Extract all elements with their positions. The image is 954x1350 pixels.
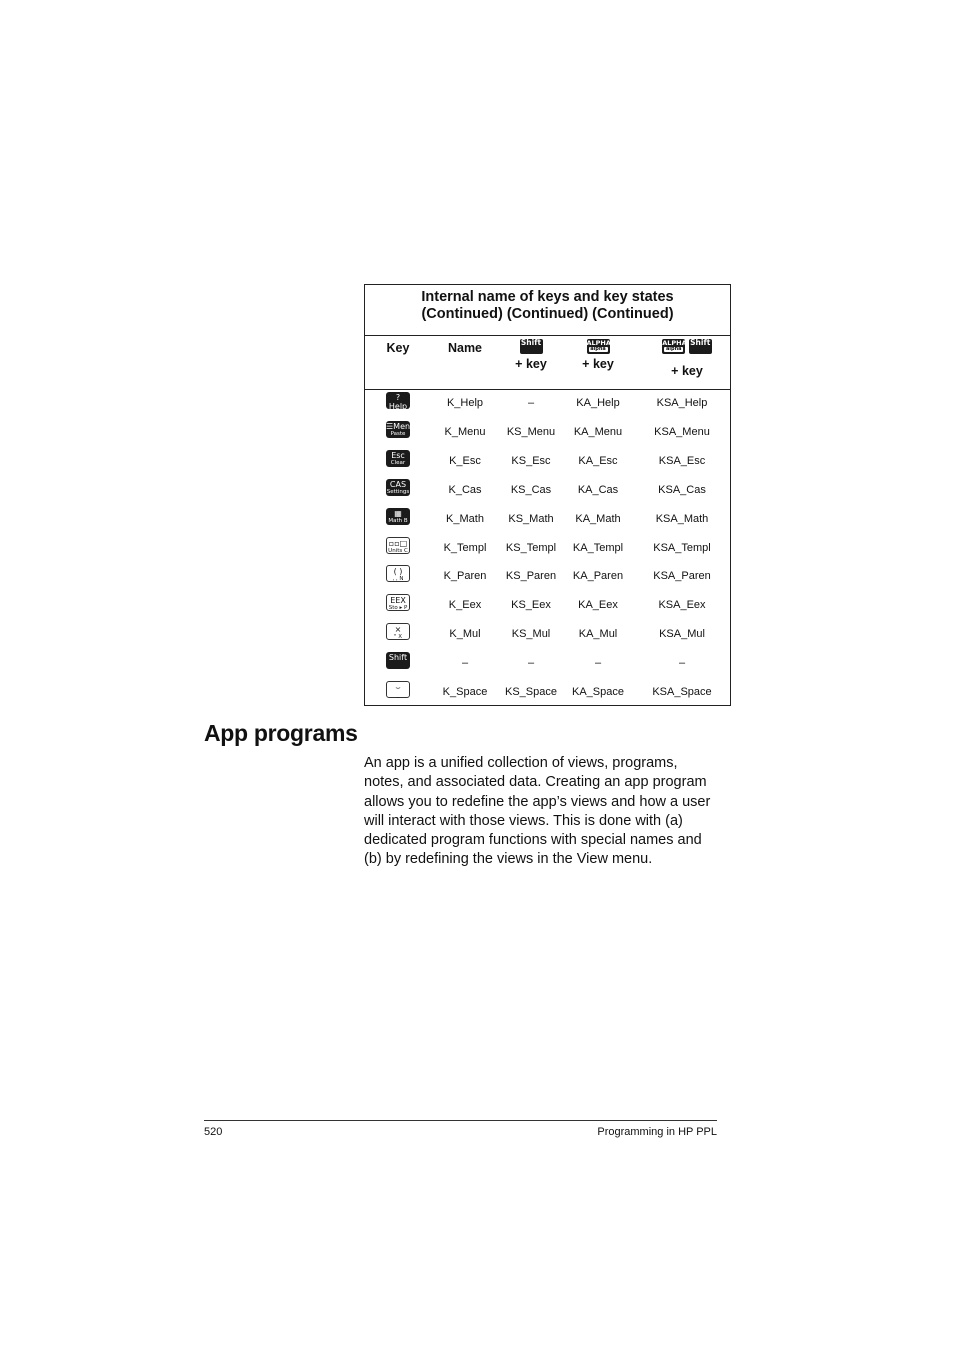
- key-names-table: [364, 284, 731, 706]
- eex-key-icon: EEX Sto ▸ P: [386, 594, 410, 611]
- cell-shift: KS_Eex: [511, 599, 551, 612]
- cell-alpha: KA_Help: [576, 397, 620, 409]
- cell-shift: –: [527, 397, 535, 409]
- cell-shift: KS_Menu: [506, 425, 556, 438]
- cell-alpha: KA_Cas: [577, 483, 619, 496]
- cell-name: K_Math: [446, 512, 484, 525]
- cell-name: K_Menu: [444, 425, 486, 438]
- cell-shift: KS_Paren: [505, 570, 557, 583]
- cell-alpha-shift: –: [678, 657, 686, 670]
- cell-alpha-shift: KSA_Help: [656, 397, 708, 409]
- menu-key-icon: ☰Menu Paste: [386, 421, 416, 437]
- cell-alpha-shift: KSA_Cas: [658, 483, 706, 496]
- header-alpha-shift: [645, 339, 729, 378]
- cell-alpha: KA_Space: [572, 686, 624, 698]
- cell-name: K_Esc: [449, 454, 481, 467]
- cell-alpha: KA_Esc: [578, 454, 618, 467]
- cell-alpha: KA_Mul: [578, 628, 618, 641]
- shift-key-icon: Shift: [386, 652, 410, 669]
- cell-shift: KS_Mul: [511, 628, 551, 641]
- cell-name: K_Templ: [443, 541, 487, 554]
- cell-name: K_Mul: [449, 628, 481, 641]
- footer-title: Programming in HP PPL: [597, 1126, 717, 1138]
- table-title-line1: Internal name of keys and key states: [421, 289, 674, 305]
- page-number: 520: [204, 1126, 223, 1138]
- cell-name: K_Eex: [448, 599, 482, 612]
- cell-alpha-shift: KSA_Eex: [658, 599, 706, 612]
- cell-alpha: KA_Eex: [578, 599, 618, 612]
- cell-alpha-shift: KSA_Mul: [659, 628, 705, 641]
- cell-name: K_Space: [442, 686, 488, 698]
- section-paragraph: An app is a unified collection of views, programs, notes, and associated data. Creating an app program allows you to redefine the app’s views and how a user will interact with those views. This is done with (a) dedicated program functions with special names and (b) by redefining the views in the View menu.: [364, 755, 711, 868]
- cell-alpha: KA_Menu: [573, 425, 623, 438]
- table-title: [365, 289, 730, 333]
- cell-alpha: KA_Paren: [572, 570, 624, 583]
- header-alpha: [563, 339, 633, 371]
- cell-shift: KS_Templ: [505, 541, 557, 554]
- cell-shift: –: [527, 657, 535, 670]
- cell-shift: KS_Esc: [511, 454, 551, 467]
- alpha-key-icon: ALPHA alpha: [586, 339, 611, 352]
- cell-alpha-shift: KSA_Esc: [658, 454, 706, 467]
- cell-alpha: KA_Templ: [572, 541, 624, 554]
- cell-alpha-shift: KSA_Paren: [653, 570, 711, 583]
- shift-key-icon: Shift: [689, 339, 712, 354]
- header-name: Name: [447, 341, 483, 355]
- header-shift-key-label: + key: [515, 357, 547, 371]
- section-heading: App programs: [204, 720, 358, 746]
- cell-alpha-shift: KSA_Space: [652, 686, 712, 698]
- header-key: Key: [386, 341, 410, 355]
- cell-alpha-shift: KSA_Math: [655, 512, 709, 525]
- math-key-icon: ▦ Math B: [386, 508, 410, 525]
- footer-divider: [204, 1120, 717, 1121]
- cell-name: K_Help: [446, 397, 484, 409]
- paren-key-icon: ( ) , , N: [386, 565, 410, 582]
- cell-name: K_Cas: [448, 483, 482, 496]
- alpha-key-icon: ALPHA alpha: [662, 339, 687, 352]
- table-title-line2: (Continued) (Continued) (Continued): [421, 306, 674, 322]
- multiply-key-icon: × " X: [386, 623, 410, 640]
- header-alpha-shift-key-label: + key: [671, 364, 703, 378]
- header-shift: [496, 339, 566, 371]
- space-key-icon: ⌣ _: [386, 681, 410, 698]
- cell-alpha: –: [594, 657, 602, 670]
- cell-alpha-shift: KSA_Menu: [654, 425, 710, 438]
- cell-alpha: KA_Math: [575, 512, 621, 525]
- help-key-icon: ? Help User: [386, 392, 410, 409]
- template-key-icon: ▫▫□ Units C: [386, 537, 410, 554]
- cell-shift: KS_Space: [505, 686, 557, 698]
- header-divider: [365, 389, 730, 390]
- esc-key-icon: Esc Clear: [386, 450, 410, 467]
- cell-alpha-shift: KSA_Templ: [653, 541, 711, 554]
- cell-name: –: [461, 657, 469, 670]
- cell-shift: KS_Math: [508, 512, 554, 525]
- header-alpha-key-label: + key: [582, 357, 614, 371]
- cell-name: K_Paren: [443, 570, 487, 583]
- title-divider: [365, 335, 730, 336]
- cell-shift: KS_Cas: [510, 483, 552, 496]
- cas-key-icon: CAS Settings: [386, 479, 410, 495]
- shift-key-icon: Shift: [520, 339, 543, 354]
